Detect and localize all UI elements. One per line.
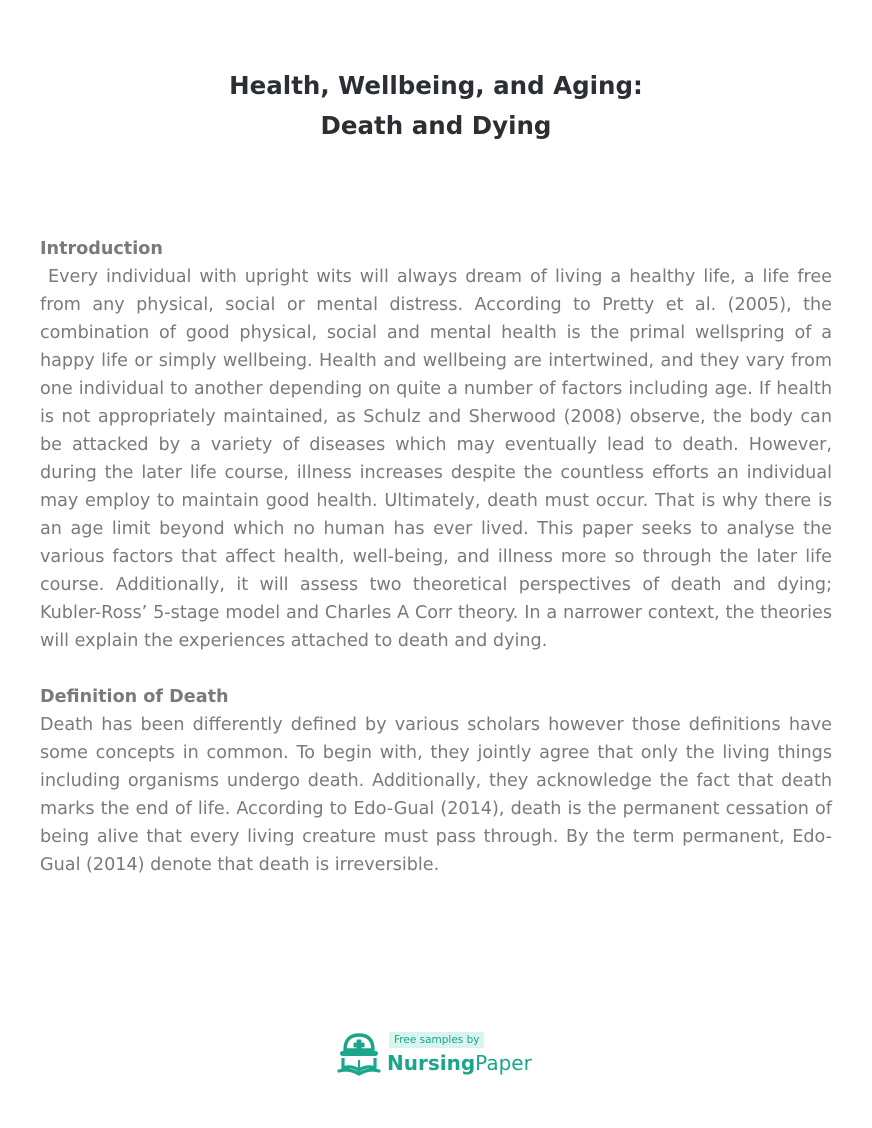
title-line-2: Death and Dying — [320, 111, 552, 140]
section-paragraph: Every individual with upright wits will always dream of living a healthy life, a life free from any physical, social or mental distress. According to Pretty et al. (2005), the combination of good physical, social and mental health is the primal wellspring of a happy life or simply wellbeing. Health and wellbeing are intertwined, and they vary from one individual to another depending on quite a number of factors including age. If health is not appropriately maintained, as Schulz and Sherwood (2008) observe, the body can be attacked by a variety of diseases which may eventually lead to death. However, during the later life course, illness increases despite the countless efforts an individual may employ to maintain good health. Ultimately, death must occur. That is why there is an age limit beyond which no human has ever lived. This paper seeks to analyse the various factors that affect health, well-being, and illness more so through the later life course. Additionally, it will assess two theoretical perspectives of death and dying; Kubler-Ross’ 5-stage model and Charles A Corr theory. In a narrower context, the theories will explain the experiences attached to death and dying. — [40, 267, 838, 651]
logo-tagline: Free samples by — [389, 1032, 484, 1048]
section-introduction — [40, 235, 838, 655]
section-heading: Definition of Death — [40, 687, 229, 707]
nursing-paper-logo — [336, 1030, 536, 1078]
document-title — [0, 66, 872, 146]
title-line-1: Health, Wellbeing, and Aging: — [229, 71, 643, 100]
logo-wordmark — [387, 1050, 532, 1076]
nurse-cap-book-icon — [336, 1030, 382, 1078]
section-definition-of-death — [40, 683, 838, 879]
logo-word-paper: Paper — [475, 1051, 532, 1075]
logo-word-nursing: Nursing — [387, 1051, 476, 1075]
section-heading: Introduction — [40, 239, 163, 259]
document-body — [40, 235, 838, 907]
section-paragraph: Death has been differently defined by various scholars however those definitions have some concepts in common. To begin with, they jointly agree that only the living things including organisms undergo death. Additionally, they acknowledge the fact that death marks the end of life. According to Edo-Gual (2014), death is the permanent cessation of being alive that every living creature must pass through. By the term permanent, Edo-Gual (2014) denote that death is irreversible. — [40, 715, 838, 875]
